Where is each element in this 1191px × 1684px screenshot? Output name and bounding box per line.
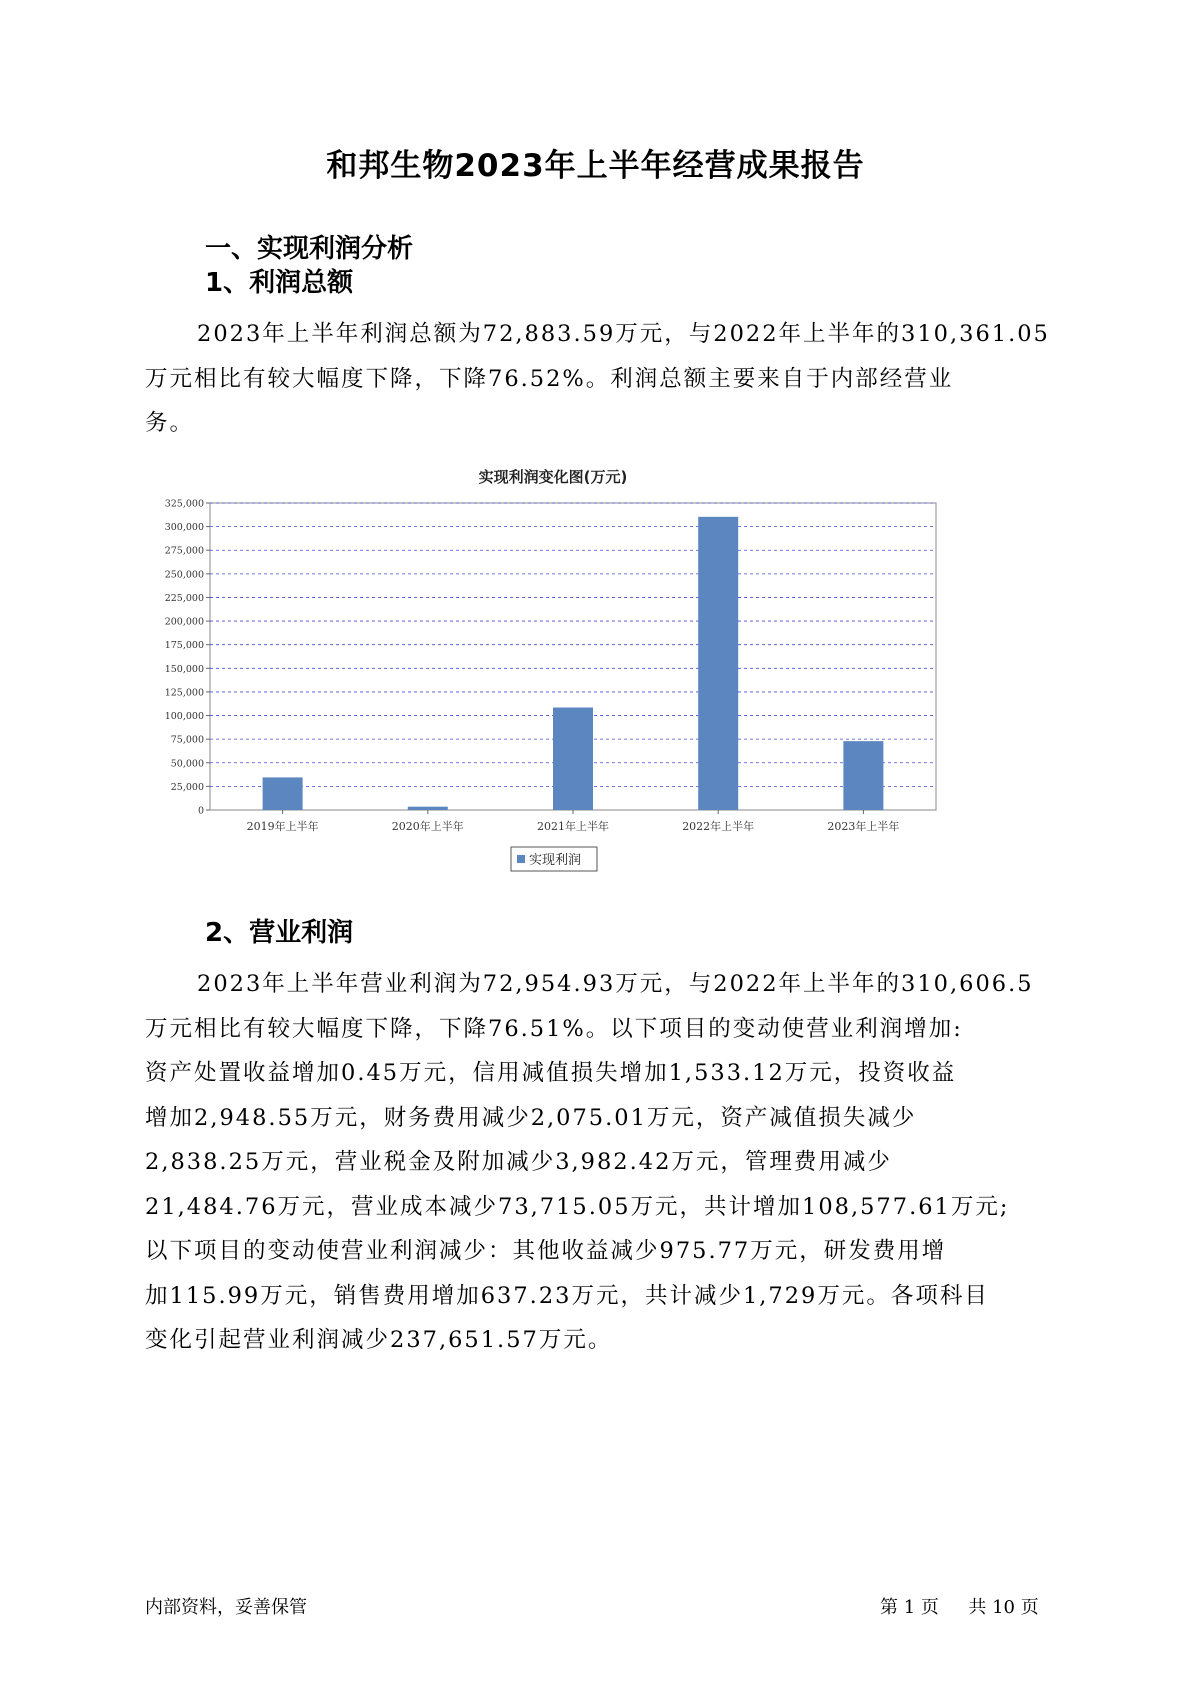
x-tick-label: 2019年上半年 <box>246 820 319 833</box>
text-line: 资产处置收益增加0.45万元，信用减值损失增加1,533.12万元，投资收益 <box>145 1060 957 1086</box>
chart-svg <box>150 468 1020 952</box>
profit-chart <box>150 468 1020 952</box>
y-tick-label: 50,000 <box>170 758 204 770</box>
footer-page-info <box>880 1593 1039 1619</box>
text-line: 务。 <box>145 410 195 436</box>
x-tick-label: 2023年上半年 <box>827 820 900 833</box>
page-title: 和邦生物2023年上半年经营成果报告 <box>326 148 865 184</box>
subsection-heading-2: 2、营业利润 <box>205 918 354 948</box>
text-line: 变化引起营业利润减少237,651.57万元。 <box>145 1327 613 1353</box>
bar <box>843 741 883 810</box>
y-tick-label: 300,000 <box>164 522 204 534</box>
text-line: 万元相比有较大幅度下降，下降76.52%。利润总额主要来自于内部经营业 <box>145 365 954 392</box>
paragraph-operating-profit <box>145 962 1063 1363</box>
y-tick-label: 275,000 <box>164 545 204 557</box>
paragraph-profit-total <box>145 312 1063 446</box>
chart-title: 实现利润变化图(万元) <box>478 468 628 486</box>
section-heading: 一、实现利润分析 <box>205 234 414 264</box>
subsection-heading-1: 1、利润总额 <box>205 268 354 298</box>
y-tick-label: 250,000 <box>164 569 204 581</box>
legend-swatch <box>517 855 525 863</box>
page-total: 共 10 页 <box>968 1597 1039 1618</box>
y-tick-label: 325,000 <box>164 498 204 510</box>
text-line: 增加2,948.55万元，财务费用减少2,075.01万元，资产减值损失减少 <box>145 1104 917 1131</box>
text-line: 2023年上半年利润总额为72,883.59万元，与2022年上半年的310,361.05 <box>197 321 1050 347</box>
y-tick-label: 125,000 <box>164 687 204 699</box>
y-tick-label: 175,000 <box>164 640 204 652</box>
bar <box>263 777 303 810</box>
bar <box>408 807 448 810</box>
bar <box>698 517 738 810</box>
x-tick-label: 2022年上半年 <box>682 820 755 833</box>
text-line: 2023年上半年营业利润为72,954.93万元，与2022年上半年的310,606.5 <box>197 971 1034 997</box>
x-tick-label: 2021年上半年 <box>537 820 609 833</box>
text-line: 2,838.25万元，营业税金及附加减少3,982.42万元，管理费用减少 <box>145 1149 892 1175</box>
y-tick-label: 100,000 <box>164 711 204 723</box>
y-tick-label: 0 <box>197 805 204 817</box>
y-tick-label: 75,000 <box>170 734 204 746</box>
text-line: 21,484.76万元，营业成本减少73,715.05万元，共计增加108,577.61万元; <box>145 1193 1010 1220</box>
page-number: 第 1 页 <box>880 1597 939 1618</box>
y-tick-label: 150,000 <box>164 663 204 675</box>
x-tick-label: 2020年上半年 <box>391 820 464 833</box>
legend-label: 实现利润 <box>529 853 582 868</box>
y-tick-label: 25,000 <box>170 781 204 793</box>
bar <box>553 708 593 810</box>
text-line: 以下项目的变动使营业利润减少：其他收益减少975.77万元，研发费用增 <box>145 1238 947 1264</box>
y-tick-label: 200,000 <box>164 616 204 628</box>
footer-confidential: 内部资料，妥善保管 <box>145 1597 307 1618</box>
y-tick-label: 225,000 <box>164 592 204 604</box>
text-line: 加115.99万元，销售费用增加637.23万元，共计减少1,729万元。各项科目 <box>145 1282 989 1309</box>
text-line: 万元相比有较大幅度下降，下降76.51%。以下项目的变动使营业利润增加: <box>145 1015 963 1042</box>
